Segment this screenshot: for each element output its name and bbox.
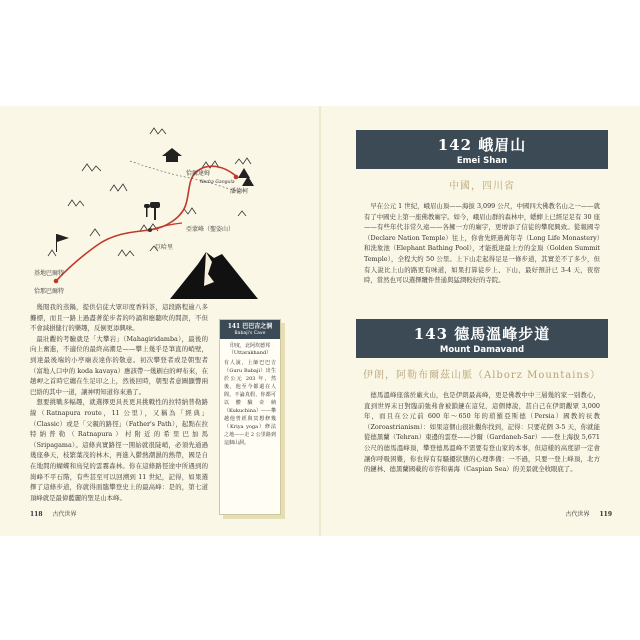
sidebar-subtitle: Babaji's Cave bbox=[234, 331, 266, 336]
sidebar-title: 141 巴巴吉之洞 bbox=[227, 323, 273, 330]
entry-body bbox=[356, 390, 608, 475]
shrine-icon bbox=[162, 148, 182, 162]
left-paragraph: 幾閱我的蒸鍋，提供信徒大眾印度香料茶，這段路程逾八多攤標，而且一路上過盡著從步者的吟誦和應聽吹的間誤，不但不會減損健行的樂趣，反倒更添興味。 bbox=[30, 303, 208, 333]
map-label-pilgrim: 基地巴爾特 bbox=[34, 270, 65, 277]
start-marker bbox=[54, 279, 59, 284]
sidebar-header bbox=[220, 320, 280, 339]
section-name: 古代世界 bbox=[565, 511, 590, 518]
entry-paragraph: 德馬溫峰座落於廠火山，也是伊朗最高峰，更是佛教中中三層幾的家一别教心，直到世界末日對臨前弛弗會被鎖鏈在這兒，這個傳說，甚自己在伊朗觀眾 3,000 年，而且在公元前 600 年～650 年的瑣羅亞斯德（Persia）國教的祆教（Zoroastrianism）：如果這個山很壯觀你找到，記得：只要花個 3-5 天，你就能從德黑蘭（Tehran）東邊的雲登——沙爾（Gardaneh-Sar）——登上海拔 5,671 公尺的德馬溫峰頂，攀登德馬溫峰不需要有登山家的本事，但這樣的高度卻一定會讓你呼吸困難，你也得有有騷擾狀態的心理準備：一不過，只要一登上峰頂，北方的鏈林、德黑蘭國載的市容和裏海（Caspian Sea）的美景就全收眼底了。 bbox=[364, 391, 600, 474]
entry-142 bbox=[356, 130, 608, 286]
left-paragraph: 想要挑戰多幅趣，就選擇更具長更具挑戰性的拉特納普勒路線（Ratnapura route，11 公里），又稱為「經典」（Classic）或是「父親的路徑」（Father's Path），起點在拉特納普勒（Ratnapura）村附近的希里巴加馬（Sripagama）。這條真實路徑一開始就很陡峭，必須先通過幾座參天，枝繁葉茂的林木，再進入鬱熱潮濕的熱帶，國是自在地間的蝴蝶和鳥兒的雲霧森林。你在這條路徑途中所遇到的崗峰不平石階，有些甚至可以回溯到 11 世紀，記得，如果選擇了這條步道，你就得面臨攀登史上的最高峰：是的，第七道頂峰就是最偉藍麗的聖足山本峰。 bbox=[30, 398, 208, 502]
entry-body bbox=[356, 201, 608, 286]
left-folio bbox=[30, 509, 77, 518]
right-folio bbox=[565, 509, 612, 518]
entry-banner bbox=[356, 319, 608, 358]
route-map bbox=[0, 106, 319, 304]
entry-banner bbox=[356, 130, 608, 169]
page-number: 118 bbox=[30, 511, 43, 518]
entry-location: 伊朗，阿勒布爾茲山脈（Alborz Mountains） bbox=[363, 370, 601, 381]
entry-title-en: Mount Damavand bbox=[439, 345, 525, 355]
sidebar-location: 印度，北阿坎德邦（Uttarakhand） bbox=[228, 343, 272, 356]
flag-icon bbox=[56, 234, 69, 252]
page-number: 119 bbox=[599, 511, 612, 518]
book-gutter bbox=[319, 106, 321, 536]
map-label-uttarkashi: 潘德柯 bbox=[230, 188, 249, 195]
map-label-chardham: 恰爾達姆 bbox=[186, 170, 211, 177]
map-label-kailash: 亞蒙峰（聖姿山） bbox=[186, 226, 235, 233]
entry-paragraph: 早在公元 1 世紀，峨眉山頂——海拔 3,099 公尺，中國四大佛教名山之一——就有了中國史上第一座佛教廟宇。如今，峨眉山群的森林中，蟋蟀上已經足足有 30 座——有些年代非常久遠——各擁一方的廟宇，更增添了信徒的攀爬興致。從報國寺（Declare Nation Temple）往上，你會先經過萬年寺（Long Life Monastery）和洗象池（Elephant Bathing Pool），才能抵達最上方的金頂（Golden Summit Temple），全程大約 50 公里。上下山走起得足足一條步道，其實差不了多少，但有人說比上山的路更有味道，如果打算徒步上、下山，最好預計已 3-4 天，夜宿時，當然也可以選擇纜件普通與猛潤較好的寺院。 bbox=[364, 202, 600, 285]
section-name: 古代世界 bbox=[52, 511, 77, 518]
book-spread bbox=[0, 106, 640, 536]
sidebar-body: 有人說，上師巴巴吉（Guru Babaji）出生於公元 203 年，然後，他至今都還在人間，不論真假，你都可以體驗奇納（Kukuchina）——攀越他曾經與冥想修幾（Kriya yoga）修法之地——走 2 公里路到這個山洞。 bbox=[224, 360, 276, 446]
sidebar-card bbox=[219, 319, 281, 515]
tree-icon bbox=[144, 202, 160, 220]
map-label-bottom: 恰那巴爾特 bbox=[34, 288, 65, 295]
end-marker bbox=[234, 175, 239, 180]
entry-title-en: Emei Shan bbox=[456, 156, 508, 166]
entry-title: 143 德馬溫峰步道 bbox=[413, 325, 551, 343]
map-label-sagar: 巨哈里 bbox=[155, 244, 174, 251]
entry-title: 142 峨眉山 bbox=[437, 136, 527, 154]
map-label-river: Narba Gangula bbox=[200, 180, 235, 185]
mountain-icon bbox=[170, 252, 258, 299]
entry-143 bbox=[356, 319, 608, 475]
left-body-text bbox=[30, 302, 208, 503]
entry-location: 中國，四川省 bbox=[449, 181, 515, 192]
sidebar-entry-141 bbox=[219, 319, 281, 519]
left-paragraph: 最壯觀的考驗就是「大攀岩」（Mahagiridamba），最後的向上奮進，不適位的最終高潮是——攀上幾乎是筆直的峭壁，到達最後端的小亭廟表達你的敬意。初次攀登者或是朝聖者（富地人口中的 koda kavaya）應該帶一幾刷白的岬布來，在趟岬之首時它纏在生足印之上，然後回時，朝聖者意圖顯響兩巴絡的其中一道，讓神明知道你來過了。 bbox=[30, 334, 208, 396]
